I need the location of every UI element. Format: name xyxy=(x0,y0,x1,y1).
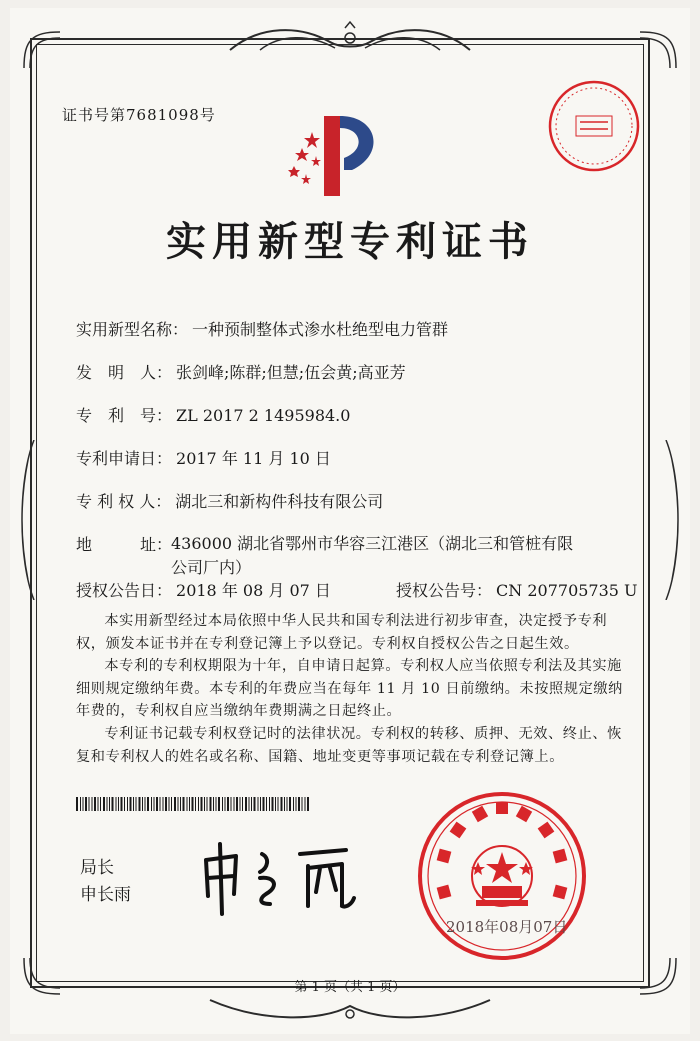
patentee: 湖北三和新构件科技有限公司 xyxy=(175,492,384,511)
paragraph-3: 专利证书记载专利权登记时的法律状况。专利权的转移、质押、无效、终止、恢复和专利权人的姓名或名称、国籍、地址变更等事项记载在专利登记簿上。 xyxy=(76,726,622,765)
field-label: 地 址： xyxy=(76,535,173,554)
grant-number: CN 207705735 U xyxy=(496,581,638,600)
filing-date: 2017 年 11 月 10 日 xyxy=(176,449,331,468)
address-line-1: 436000 湖北省鄂州市华容三江港区（湖北三和管桩有限 xyxy=(171,534,574,553)
page-title: 实用新型专利证书 xyxy=(166,218,534,265)
grant-date: 2018 年 08 月 07 日 xyxy=(176,581,331,600)
corner-ornament-icon xyxy=(638,30,678,70)
paragraph-2: 本专利的专利权期限为十年，自申请日起算。专利权人应当依照专利法及其实施细则规定缴纳年费。本专利的年费应当在每年 11 月 10 日前缴纳。未按照规定缴纳年费的，专利权自应当缴纳年费期满之日起终止。 xyxy=(76,658,623,719)
top-ornament-icon xyxy=(220,20,480,60)
utility-model-name: 一种预制整体式渗水杜绝型电力管群 xyxy=(192,320,449,339)
address-line-2: 公司厂内） xyxy=(171,558,252,577)
bottom-ornament-icon xyxy=(200,994,500,1024)
side-ornament-icon xyxy=(662,440,684,600)
address-row xyxy=(76,532,172,555)
inventor-row xyxy=(76,360,406,383)
paragraph-1: 本实用新型经过本局依照中华人民共和国专利法进行初步审查，决定授予专利权，颁发本证书并在专利登记簿上予以登记。专利权自授权公告之日起生效。 xyxy=(76,613,608,652)
patent-office-logo-icon xyxy=(282,110,392,202)
page-number: 第 1 页（共 1 页） xyxy=(294,980,406,995)
field-label: 实用新型名称： xyxy=(76,320,189,339)
grant-date-row xyxy=(76,578,331,601)
local-office-seal-icon xyxy=(546,78,642,174)
field-label: 授权公告号： xyxy=(396,581,493,600)
filing-date-row xyxy=(76,446,331,469)
handwritten-signature xyxy=(196,838,366,918)
field-label: 授权公告日： xyxy=(76,581,173,600)
field-label: 专 利 号： xyxy=(76,406,173,425)
side-ornament-icon xyxy=(16,440,38,600)
certificate-number: 证书号第7681098号 xyxy=(62,106,216,124)
signature-name: 申长雨 xyxy=(80,885,131,905)
patent-number-row xyxy=(76,403,350,426)
field-label: 专 利 权 人： xyxy=(76,492,172,511)
field-label: 发 明 人： xyxy=(76,363,173,382)
utility-model-name-row xyxy=(76,317,448,340)
signature-title: 局长 xyxy=(80,858,114,878)
seal-date-stamp: 2018年08月07日 xyxy=(446,918,568,936)
patent-number: ZL 2017 2 1495984.0 xyxy=(176,406,351,425)
inventors: 张剑峰;陈群;但慧;伍会黄;高亚芳 xyxy=(176,363,406,382)
patentee-row xyxy=(76,489,383,512)
field-label: 专利申请日： xyxy=(76,449,173,468)
barcode-icon xyxy=(76,797,312,811)
corner-ornament-icon xyxy=(22,30,62,70)
grant-number-row xyxy=(396,578,638,601)
